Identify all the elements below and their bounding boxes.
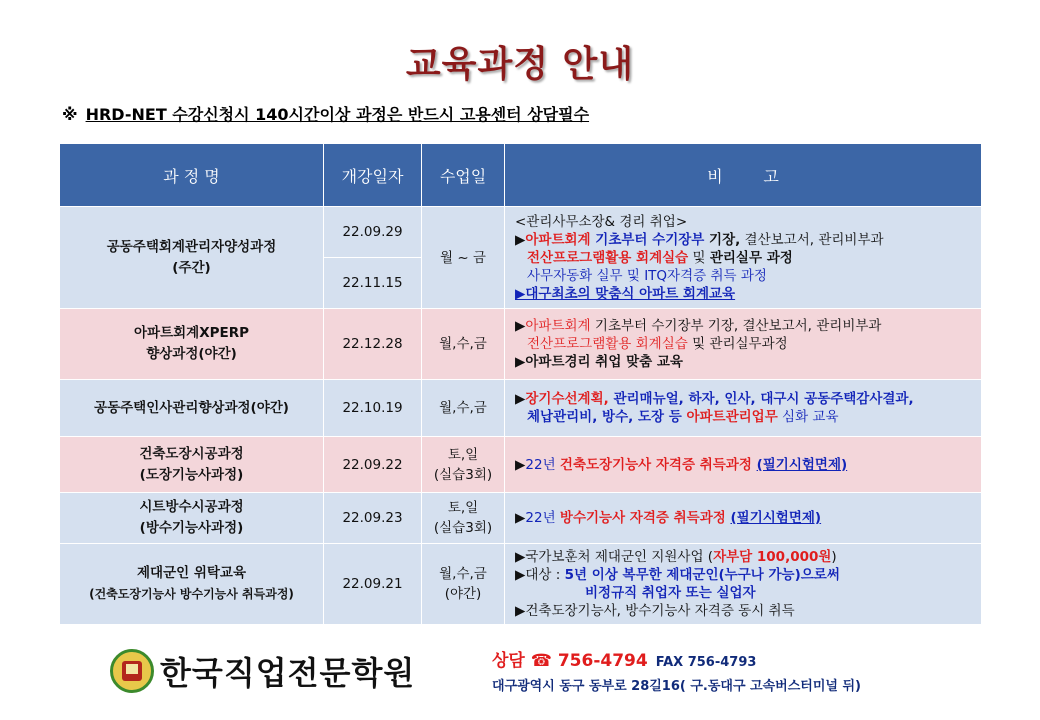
- note-line: 전산프로그램활용 회계실습 및 관리실무과정: [527, 336, 788, 352]
- class-days-line: (실습3회): [433, 520, 493, 536]
- note-line: <관리사무소장& 경리 취업>: [515, 213, 688, 230]
- table-header-row: [60, 144, 982, 207]
- course-name-line: 공동주택회계관리자양성과정: [106, 238, 277, 255]
- table-row: [60, 380, 982, 437]
- academy-logo: [110, 648, 415, 694]
- class-days-line: 토,일: [447, 446, 479, 463]
- course-name-line: 제대군인 위탁교육: [136, 565, 247, 581]
- notice: [62, 102, 589, 125]
- note-line: ▶건축도장기능사, 방수기능사 자격증 동시 취득: [515, 603, 795, 619]
- course-note: [505, 309, 982, 380]
- note-line: ▶대상 : 5년 이상 복무한 제대군인(누구나 가능)으로써: [515, 567, 840, 583]
- table-row: [60, 493, 982, 544]
- table-row: [60, 207, 982, 258]
- note-line: ▶22년 방수기능사 자격증 취득과정 (필기시험면제): [515, 510, 822, 526]
- start-date: 22.10.19: [324, 380, 422, 437]
- course-name: 공동주택인사관리향상과정(야간): [60, 380, 324, 437]
- table-row: [60, 437, 982, 493]
- course-name: [60, 207, 324, 309]
- class-days-line: (실습3회): [433, 466, 493, 483]
- class-days: 월 ~ 금: [422, 207, 505, 309]
- course-name: [60, 493, 324, 544]
- course-name-line: (도장기능사과정): [139, 466, 244, 483]
- class-days: [422, 493, 505, 544]
- class-days-line: 토,일: [447, 500, 479, 516]
- contact-info: [492, 646, 861, 694]
- fax-label: FAX 756-4793: [655, 655, 757, 670]
- notice-mark: ※: [62, 105, 78, 124]
- course-name: [60, 544, 324, 625]
- start-date: 22.09.23: [324, 493, 422, 544]
- header-days: 수업일: [422, 144, 505, 207]
- course-note: [505, 380, 982, 437]
- note-line: ▶아파트회계 기초부터 수기장부 기장, 결산보고서, 관리비부과: [515, 318, 882, 334]
- course-name-line: (방수기능사과정): [139, 520, 244, 536]
- class-days-line: 월,수,금: [439, 566, 487, 582]
- start-date: 22.11.15: [324, 258, 422, 309]
- note-line: 전산프로그램활용 회계실습 및 관리실무 과정: [527, 249, 793, 266]
- note-line: ▶대구최초의 맞춤식 아파트 회계교육: [515, 285, 736, 302]
- course-note: [505, 493, 982, 544]
- note-line: ▶국가보훈처 제대군인 지원사업 (자부담 100,000원): [515, 549, 837, 565]
- table-row: [60, 544, 982, 625]
- header-name: 과 정 명: [60, 144, 324, 207]
- notice-text: HRD-NET 수강신청시 140시간이상 과정은 반드시 고용센터 상담필수: [85, 105, 590, 124]
- course-name-line: (건축도장기능사 방수기능사 취득과정): [89, 587, 294, 601]
- logo-text: 한국직업전문학원: [160, 654, 416, 692]
- page-title: 교육과정 안내: [405, 44, 635, 85]
- note-line: ▶장기수선계획, 관리매뉴얼, 하자, 인사, 대구시 공동주택감사결과,: [515, 391, 914, 407]
- course-name-line: 향상과정(야간): [146, 346, 237, 362]
- course-name: [60, 437, 324, 493]
- note-line: 체납관리비, 방수, 도장 등 아파트관리업무 심화 교육: [527, 409, 839, 425]
- course-note: [505, 544, 982, 625]
- emblem-icon: [110, 649, 154, 693]
- course-name-line: 시트방수시공과정: [139, 499, 244, 515]
- class-days-line: (야간): [444, 586, 482, 602]
- note-line: 사무자동화 실무 및 ITQ자격증 취득 과정: [527, 267, 767, 284]
- class-days: 월,수,금: [422, 309, 505, 380]
- header-note: 비 고: [505, 144, 982, 207]
- class-days: [422, 544, 505, 625]
- class-days: [422, 437, 505, 493]
- note-line: ▶아파트경리 취업 맞춤 교육: [515, 354, 683, 370]
- start-date: 22.12.28: [324, 309, 422, 380]
- course-name: [60, 309, 324, 380]
- course-note: [505, 207, 982, 309]
- address: 대구광역시 동구 동부로 28길16( 구.동대구 고속버스터미널 뒤): [492, 679, 861, 694]
- table-row: [60, 309, 982, 380]
- header-start: 개강일자: [324, 144, 422, 207]
- note-line: 비정규직 취업자 또는 실업자: [585, 585, 756, 601]
- start-date: 22.09.22: [324, 437, 422, 493]
- note-line: ▶아파트회계 기초부터 수기장부 기장, 결산보고서, 관리비부과: [515, 231, 884, 248]
- course-name-line: (주간): [172, 259, 211, 276]
- course-name-line: 아파트회계XPERP: [133, 325, 250, 341]
- phone-label: 상담 ☎ 756-4794: [492, 651, 648, 671]
- course-name-line: 건축도장시공과정: [139, 445, 244, 462]
- note-line: ▶22년 건축도장기능사 자격증 취득과정 (필기시험면제): [515, 456, 848, 473]
- course-table: [59, 143, 982, 625]
- class-days: 월,수,금: [422, 380, 505, 437]
- start-date: 22.09.29: [324, 207, 422, 258]
- course-note: [505, 437, 982, 493]
- start-date: 22.09.21: [324, 544, 422, 625]
